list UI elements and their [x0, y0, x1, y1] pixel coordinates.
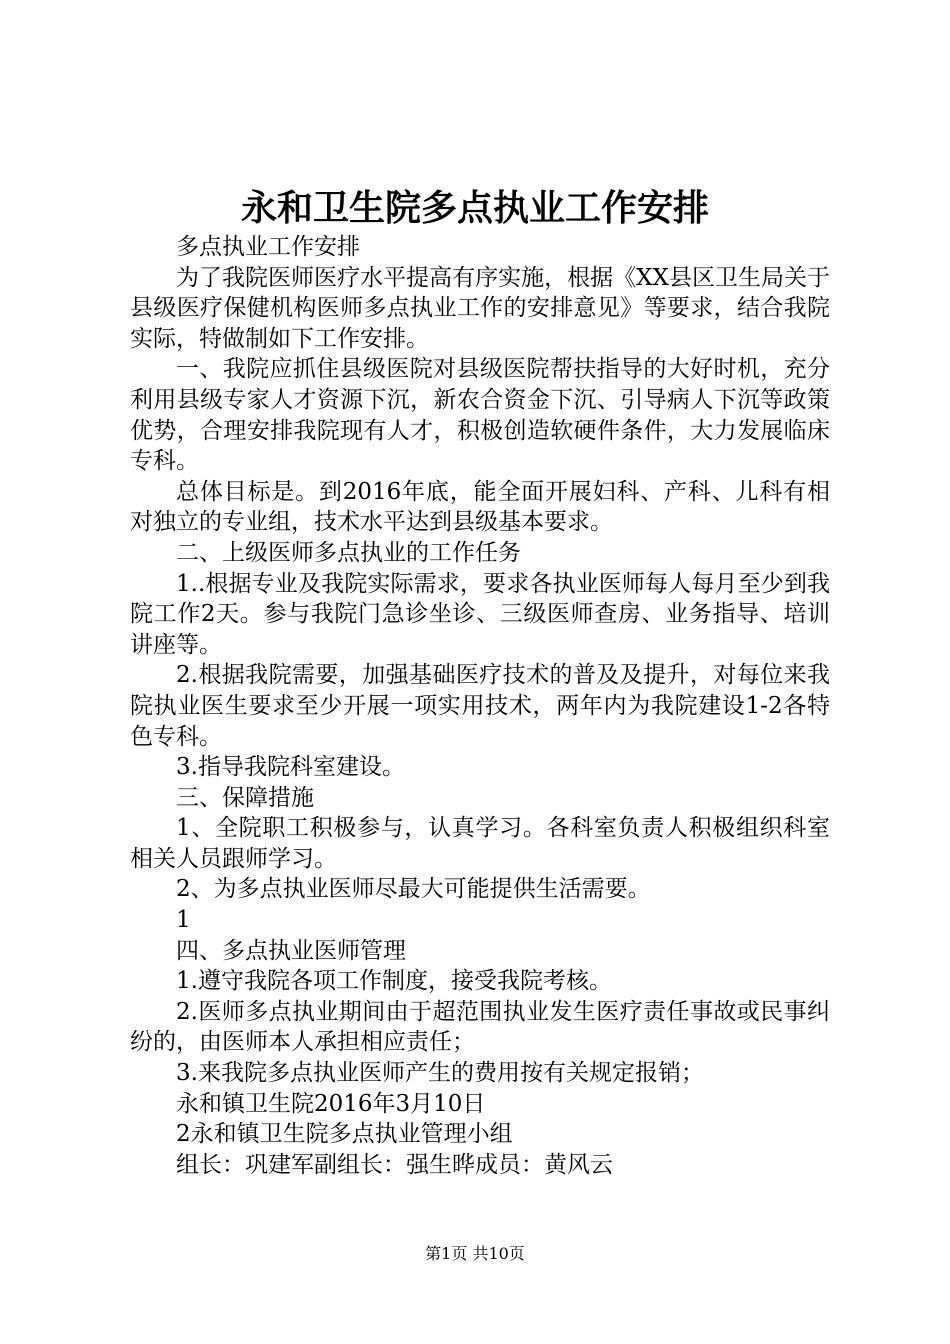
page-footer: 第1页 共10页 — [425, 1244, 525, 1263]
paragraph-task-3: 3.指导我院科室建设。 — [176, 754, 405, 781]
paragraph-measure-1: 1、全院职工积极参与，认真学习。各科室负责人积极组织科室相关人员跟师学习。 — [130, 815, 830, 872]
paragraph-goal: 总体目标是。到2016年底，能全面开展妇科、产科、儿科有相对独立的专业组，技术水平达到县级基本要求。 — [130, 478, 830, 536]
heading-section-4: 四、多点执业医师管理 — [176, 937, 406, 964]
document-title: 永和卫生院多点执业工作安排 — [240, 187, 709, 229]
paragraph-task-1: 1..根据专业及我院实际需求，要求各执业医师每人每月至少到我院工作2天。参与我院门急诊坐诊、三级医师查房、业务指导、培训讲座等。 — [130, 570, 830, 658]
paragraph-management-1: 1.遵守我院各项工作制度，接受我院考核。 — [176, 968, 612, 995]
heading-section-2: 二、上级医师多点执业的工作任务 — [176, 539, 521, 566]
paragraph-management-2: 2.医师多点执业期间由于超范围执业发生医疗责任事故或民事纠纷的，由医师本人承担相应责任； — [130, 998, 830, 1056]
paragraph-signature-date: 永和镇卫生院2016年3月10日 — [176, 1090, 486, 1117]
paragraph-subtitle: 多点执业工作安排 — [176, 234, 360, 260]
heading-section-3: 三、保障措施 — [176, 784, 314, 811]
paragraph-intro: 为了我院医师医疗水平提高有序实施，根据《XX县区卫生局关于县级医疗保健机构医师多点执业工作的安排意见》等要求，结合我院实际，特做制如下工作安排。 — [130, 264, 830, 352]
paragraph-measure-2: 2、为多点执业医师尽最大可能提供生活需要。 — [176, 876, 651, 903]
paragraph-number-1: 1 — [176, 907, 191, 934]
paragraph-section-1: 一、我院应抓住县级医院对县级医院帮扶指导的大好时机，充分利用县级专家人才资源下沉，新农合资金下沉、引导病人下沉等政策优势，合理安排我院现有人才，积极创造软硬件条件，大力发展临床专科。 — [130, 356, 830, 475]
paragraph-management-3: 3.来我院多点执业医师产生的费用按有关规定报销； — [176, 1060, 704, 1087]
document-body — [130, 232, 830, 1180]
paragraph-group-members: 组长：巩建军副组长：强生晔成员：黄风云 — [176, 1151, 613, 1178]
paragraph-group-heading: 2永和镇卫生院多点执业管理小组 — [176, 1121, 513, 1148]
paragraph-task-2: 2.根据我院需要，加强基础医疗技术的普及及提升，对每位来我院执业医生要求至少开展一项实用技术，两年内为我院建设1-2各特色专科。 — [130, 662, 830, 750]
